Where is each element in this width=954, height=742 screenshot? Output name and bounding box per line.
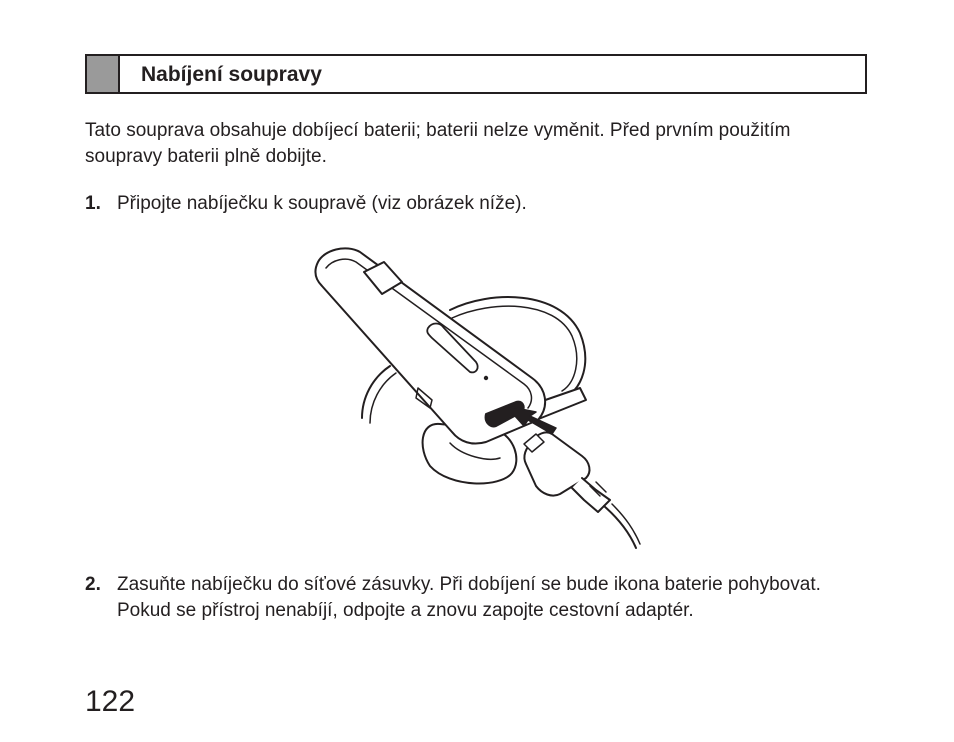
headset-charging-illustration xyxy=(300,238,650,550)
step-number: 2. xyxy=(85,574,101,595)
step-text: Připojte nabíječku k soupravě (viz obrázek níže). xyxy=(117,193,527,214)
led-dot xyxy=(484,376,488,380)
step-2 xyxy=(85,572,865,624)
section-title: Nabíjení soupravy xyxy=(141,63,322,86)
intro-paragraph: Tato souprava obsahuje dobíjecí baterii; baterii nelze vyměnit. Před prvním použitím soupravy baterii plně dobijte. xyxy=(85,120,791,167)
step-number: 1. xyxy=(85,193,101,214)
section-header xyxy=(85,54,867,94)
page-number: 122 xyxy=(85,685,136,718)
step-text: Zasuňte nabíječku do síťové zásuvky. Při dobíjení se bude ikona baterie pohybovat. Pokud se přístroj nenabíjí, odpojte a znovu zapojte cestovní adaptér. xyxy=(117,574,821,621)
step-1 xyxy=(85,191,865,217)
section-marker xyxy=(87,56,120,92)
